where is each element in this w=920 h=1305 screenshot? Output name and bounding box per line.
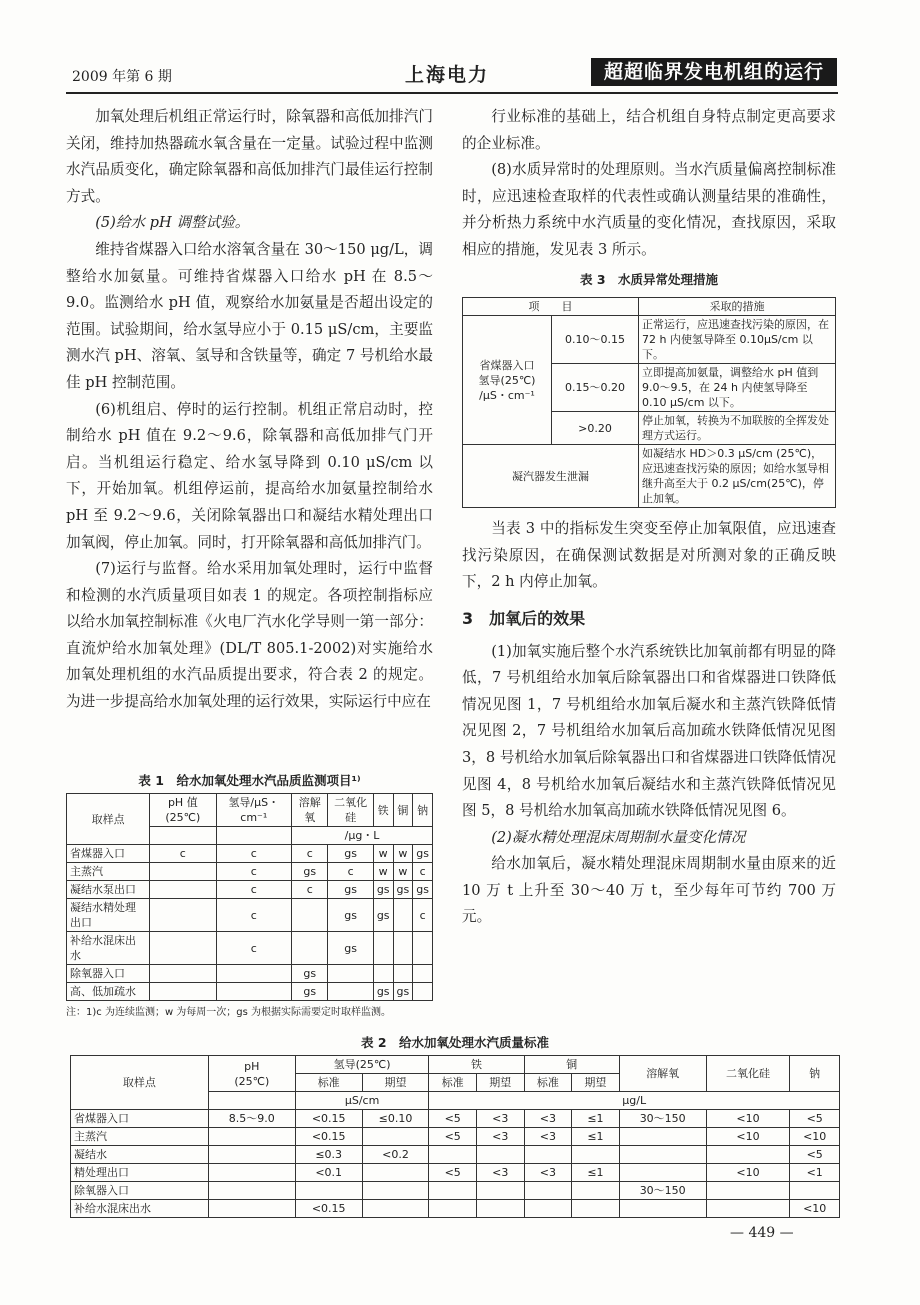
table2-cell <box>706 1200 790 1218</box>
table2-cell: <10 <box>706 1110 790 1128</box>
table2-cell: ≤1 <box>572 1110 620 1128</box>
table1-cell: 凝结水泵出口 <box>67 881 150 899</box>
table1-cell: w <box>393 863 413 881</box>
table1-cell <box>150 863 216 881</box>
table2-cell: 省煤器入口 <box>71 1110 209 1128</box>
table1-cell: c <box>150 845 216 863</box>
table1-row <box>67 983 433 1001</box>
table3-header-row <box>463 298 836 316</box>
table3-group-cell: 省煤器入口 氢导(25℃) /μS・cm⁻¹ <box>463 316 552 445</box>
table2-cell <box>572 1182 620 1200</box>
table1-cell: w <box>373 863 393 881</box>
table3 <box>462 297 836 508</box>
table1-cell: gs <box>328 899 373 932</box>
table1-cell: gs <box>413 881 433 899</box>
table2-unit-cell: μS/cm <box>295 1092 429 1110</box>
table1-cell: 主蒸汽 <box>67 863 150 881</box>
table3-grid <box>462 297 836 508</box>
table2-cell: <5 <box>429 1164 477 1182</box>
table2-cell: <3 <box>524 1110 572 1128</box>
table3-caption: 表 3 水质异常处理措施 <box>579 271 719 287</box>
table2-cell: ≤0.3 <box>295 1146 362 1164</box>
table2-cell <box>208 1164 295 1182</box>
table2-cell: <0.15 <box>295 1128 362 1146</box>
table2-cell <box>429 1200 477 1218</box>
journal-name: 上海电力 <box>405 64 490 86</box>
table2-cell: <1 <box>790 1164 840 1182</box>
table1-row <box>67 932 433 965</box>
left-column <box>66 104 433 716</box>
table1-cell: c <box>328 863 373 881</box>
table1-cell: gs <box>393 881 413 899</box>
table2-cell <box>208 1182 295 1200</box>
table2-cell <box>362 1128 429 1146</box>
table1-header-row <box>67 794 433 827</box>
table2-cell: <10 <box>706 1164 790 1182</box>
table1-cell <box>150 881 216 899</box>
table1-cell: gs <box>373 899 393 932</box>
table2-sub-cell: 期望 <box>572 1074 620 1092</box>
table2-cell <box>619 1146 706 1164</box>
table2-cell <box>208 1092 295 1110</box>
table2-cell <box>362 1182 429 1200</box>
table1-cell <box>393 965 413 983</box>
table2-cell <box>706 1146 790 1164</box>
table2-cell: <5 <box>429 1128 477 1146</box>
table1-cell <box>216 965 292 983</box>
table1-header-cell: pH 值(25℃) <box>150 794 216 827</box>
table2-cell <box>362 1164 429 1182</box>
table2-cell: <5 <box>429 1110 477 1128</box>
table1-header-cell: 取样点 <box>67 794 150 845</box>
table1-cell <box>393 932 413 965</box>
table1-row <box>67 845 433 863</box>
table1-cell: c <box>292 845 328 863</box>
table1-cell: c <box>413 899 433 932</box>
right-paragraph: 给水加氧后，凝水精处理混床周期制水量由原来的近 10 万 t 上升至 30～40 万 t，至少每年可节约 700 万元。 <box>462 855 836 926</box>
right-paragraphs-3 <box>462 639 836 932</box>
table1-header-cell: 氢导/μS・cm⁻¹ <box>216 794 292 827</box>
table3-item-cell: 凝汽器发生泄漏 <box>463 445 639 508</box>
table1-header-cell: 铜 <box>393 794 413 827</box>
table2-cell <box>476 1200 524 1218</box>
table1-cell: gs <box>328 932 373 965</box>
table2-cell <box>790 1182 840 1200</box>
table2-cell: ≤1 <box>572 1128 620 1146</box>
table1-cell: 凝结水精处理出口 <box>67 899 150 932</box>
table3-header-cell: 采取的措施 <box>639 298 836 316</box>
table1-cell <box>216 827 292 845</box>
table2-row <box>71 1164 840 1182</box>
table2-cell <box>572 1200 620 1218</box>
table2-cell <box>476 1146 524 1164</box>
table2-cell: <10 <box>790 1200 840 1218</box>
table2-cell <box>208 1128 295 1146</box>
table1-cell <box>150 983 216 1001</box>
table1-cell <box>413 965 433 983</box>
table2-header-cell: 钠 <box>790 1056 840 1092</box>
table2-cell: 8.5～9.0 <box>208 1110 295 1128</box>
table2-unit-cell: μg/L <box>429 1092 840 1110</box>
table1-cell <box>150 932 216 965</box>
table1-cell <box>292 899 328 932</box>
table1-header-cell: 二氧化硅 <box>328 794 373 827</box>
table2-cell: 30～150 <box>619 1182 706 1200</box>
table1-cell: gs <box>413 845 433 863</box>
table2-block <box>70 1030 840 1218</box>
table1-cell <box>150 965 216 983</box>
left-paragraph: (6)机组启、停时的运行控制。机组正常启动时，控制给水 pH 值在 9.2～9.6，除氧器和高低加排气门开启。当机组运行稳定、给水氢导降到 0.10 μS/cm 以下，开始加氧。机组停运前，提高给水加氨量控制给水 pH 至 9.2～9.6，关闭除氧器出口和凝结水精处理出口加氧阀，停止加氧。同时，打开除氧器和高低加排汽门。 <box>66 400 433 551</box>
table1-cell: w <box>373 845 393 863</box>
table1-caption: 表 1 给水加氧处理水汽品质监测项目¹⁾ <box>138 773 361 788</box>
table1-cell <box>413 983 433 1001</box>
table2-cell <box>619 1200 706 1218</box>
table2-cell <box>208 1146 295 1164</box>
table1-cell <box>328 965 373 983</box>
table3-measure-cell: 如凝结水 HD＞0.3 μS/cm (25℃)，应迅速查找污染的原因；如给水氢导相继升高至大于 0.2 μS/cm(25℃)，停止加氧。 <box>639 445 836 508</box>
table1-grid <box>66 793 433 1001</box>
section-banner: 超超临界发电机组的运行 <box>591 58 837 86</box>
table2-cell: 补给水混床出水 <box>71 1200 209 1218</box>
table2-cell: ≤0.10 <box>362 1110 429 1128</box>
right-column <box>462 104 836 931</box>
table2-sub-cell: 期望 <box>362 1074 429 1092</box>
table3-measure-cell: 停止加氧，转换为不加联胺的全挥发处理方式运行。 <box>639 412 836 445</box>
table2 <box>70 1055 840 1218</box>
table2-cell <box>619 1128 706 1146</box>
table2-cell: ≤1 <box>572 1164 620 1182</box>
right-paragraph: 当表 3 中的指标发生突变至停止加氧限值，应迅速查找污染原因，在确保测试数据是对所测对象的正确反映下，2 h 内停止加氧。 <box>462 520 836 591</box>
table2-cell: <0.15 <box>295 1110 362 1128</box>
section3-heading: 3 加氧后的效果 <box>462 608 586 628</box>
table2-cell: <3 <box>476 1128 524 1146</box>
table2-header-cell: 溶解氧 <box>619 1056 706 1092</box>
table2-row <box>71 1110 840 1128</box>
right-paragraphs-1 <box>462 104 836 264</box>
table1-cell <box>292 932 328 965</box>
table2-header-cell: 二氧化硅 <box>706 1056 790 1092</box>
table2-cell: <3 <box>524 1128 572 1146</box>
right-paragraph: 行业标准的基础上，结合机组自身特点制定更高要求的企业标准。 <box>462 108 836 152</box>
table1-cell: gs <box>292 983 328 1001</box>
table1-row <box>67 863 433 881</box>
table2-sub-cell: 标准 <box>524 1074 572 1092</box>
table1-note: 注：1)c 为连续监测；w 为每周一次；gs 为根据实际需要定时取样监测。 <box>66 1007 392 1018</box>
table1-unit-cell: /μg・L <box>292 827 433 845</box>
left-paragraph: 加氧处理后机组正常运行时，除氧器和高低加排汽门关闭，维持加热器疏水氧含量在一定量。试验过程中监测水汽品质变化，确定除氧器和高低加排汽门最佳运行控制方式。 <box>66 108 433 205</box>
table2-cell: <10 <box>706 1128 790 1146</box>
table2-cell: 精处理出口 <box>71 1164 209 1182</box>
table2-header-cell: pH (25℃) <box>208 1056 295 1092</box>
table1-header-cell: 铁 <box>373 794 393 827</box>
table1 <box>66 793 433 1001</box>
header-rule <box>66 92 838 94</box>
right-paragraphs-2 <box>462 516 836 596</box>
left-paragraph: (5)给水 pH 调整试验。 <box>95 214 250 232</box>
right-paragraph: (8)水质异常时的处理原则。当水汽质量偏离控制标准时，应迅速检查取样的代表性或确认测量结果的准确性，并分析热力系统中水汽质量的变化情况，查找原因，采取相应的措施，发见表 3 所示。 <box>462 161 836 258</box>
table2-cell <box>524 1182 572 1200</box>
table1-header-cell: 溶解氧 <box>292 794 328 827</box>
table2-row <box>71 1128 840 1146</box>
table1-cell: 省煤器入口 <box>67 845 150 863</box>
table2-header-cell: 铜 <box>524 1056 619 1074</box>
table1-cell: c <box>216 932 292 965</box>
right-paragraph: (2)凝水精处理混床周期制水量变化情况 <box>491 828 746 846</box>
table2-cell: 除氧器入口 <box>71 1182 209 1200</box>
table2-sub-cell: 标准 <box>295 1074 362 1092</box>
table2-cell: 主蒸汽 <box>71 1128 209 1146</box>
table3-range-cell: 0.10～0.15 <box>552 316 639 364</box>
table1-row <box>67 899 433 932</box>
page-header <box>0 0 920 100</box>
table2-header-cell: 氢导(25℃) <box>295 1056 429 1074</box>
table1-cell: 补给水混床出水 <box>67 932 150 965</box>
table2-cell: <0.1 <box>295 1164 362 1182</box>
table3-measure-cell: 立即提高加氨量，调整给水 pH 值到 9.0～9.5，在 24 h 内使氢导降至 0.10 μS/cm 以下。 <box>639 364 836 412</box>
table1-cell <box>373 932 393 965</box>
table2-caption: 表 2 给水加氧处理水汽质量标准 <box>360 1035 550 1050</box>
table1-row <box>67 965 433 983</box>
table1-cell: c <box>216 863 292 881</box>
left-paragraph: 维持省煤器入口给水溶氧含量在 30～150 μg/L，调整给水加氨量。可维持省煤器入口给水 pH 在 8.5～9.0。监测给水 pH 值，观察给水加氨量是否超出设定的范围。试验期间，给水氢导应小于 0.15 μS/cm，主要监测水汽 pH、溶氧、氢导和含铁量等，确定 7 号机给水最佳 pH 控制范围。 <box>66 240 433 391</box>
table2-cell: 30～150 <box>619 1110 706 1128</box>
table1-cell <box>150 827 216 845</box>
table2-cell: <5 <box>790 1146 840 1164</box>
issue-label: 2009 年第 6 期 <box>72 69 172 85</box>
table2-header-cell: 铁 <box>429 1056 524 1074</box>
table3-header-cell: 项 目 <box>463 298 639 316</box>
table1-cell: gs <box>373 881 393 899</box>
table1-cell: gs <box>373 983 393 1001</box>
table1-cell <box>216 983 292 1001</box>
table1-header-cell: 钠 <box>413 794 433 827</box>
table2-cell <box>429 1146 477 1164</box>
table1-cell <box>393 899 413 932</box>
table2-cell: <0.15 <box>295 1200 362 1218</box>
table2-cell <box>524 1146 572 1164</box>
table2-cell: <5 <box>790 1110 840 1128</box>
table1-cell: gs <box>328 845 373 863</box>
table1-cell: 除氧器入口 <box>67 965 150 983</box>
table2-row <box>71 1200 840 1218</box>
table1-cell: c <box>292 881 328 899</box>
table1-cell: c <box>216 899 292 932</box>
table1-cell <box>150 899 216 932</box>
page-number: — 449 — <box>730 1225 794 1241</box>
left-paragraph: (7)运行与监督。给水采用加氧处理时，运行中监督和检测的水汽质量项目如表 1 的规定。各项控制指标应以给水加氧控制标准《火电厂汽水化学导则一第一部分：直流炉给水加氧处理》(DL/T 805.1-2002)对实施给水加氧处理机组的水汽品质提出要求，符合表 2 的规定。为进一步提高给水加氧处理的运行效果，实际运行中应在 <box>66 560 433 711</box>
table2-cell <box>706 1182 790 1200</box>
table2-cell: <3 <box>476 1164 524 1182</box>
table2-cell <box>476 1182 524 1200</box>
table3-measure-cell: 正常运行，应迅速查找污染的原因，在 72 h 内使氢导降至 0.10μS/cm 以下。 <box>639 316 836 364</box>
table3-range-cell: >0.20 <box>552 412 639 445</box>
right-paragraph: (1)加氧实施后整个水汽系统铁比加氧前都有明显的降低，7 号机组给水加氧后除氧器出口和省煤器进口铁降低情况见图 1，7 号机组给水加氧后凝水和主蒸汽铁降低情况见图 2，7 号机组给水加氧后高加疏水铁降低情况见图 3，8 号机给水加氧后除氧器出口和省煤器进口铁降低情况见图 4，8 号机给水加氧后凝结水和主蒸汽铁降低情况见图 5，8 号机给水加氧高加疏水铁降低情况见图 6。 <box>462 642 836 820</box>
table2-row <box>71 1146 840 1164</box>
table1-cell: 高、低加疏水 <box>67 983 150 1001</box>
table2-cell <box>429 1182 477 1200</box>
table3-row <box>463 316 836 364</box>
table1-cell: c <box>216 881 292 899</box>
table2-cell: <0.2 <box>362 1146 429 1164</box>
table2-header-cell: 取样点 <box>71 1056 209 1110</box>
table2-sub-cell: 标准 <box>429 1074 477 1092</box>
table2-cell <box>295 1182 362 1200</box>
table1-cell <box>413 932 433 965</box>
table2-header-row <box>71 1056 840 1074</box>
table1-cell: gs <box>393 983 413 1001</box>
table2-sub-cell: 期望 <box>476 1074 524 1092</box>
table1-cell <box>328 983 373 1001</box>
table2-cell <box>524 1200 572 1218</box>
table2-grid <box>70 1055 840 1218</box>
table1-cell: gs <box>292 965 328 983</box>
table2-row <box>71 1182 840 1200</box>
table2-cell: <3 <box>476 1110 524 1128</box>
table2-cell <box>362 1200 429 1218</box>
table1-cell: gs <box>328 881 373 899</box>
table3-range-cell: 0.15～0.20 <box>552 364 639 412</box>
table2-cell: <10 <box>790 1128 840 1146</box>
table1-cell: c <box>413 863 433 881</box>
table2-cell <box>572 1146 620 1164</box>
table3-row <box>463 445 836 508</box>
table1-row <box>67 881 433 899</box>
table1-cell: gs <box>292 863 328 881</box>
table2-cell <box>208 1200 295 1218</box>
table1-cell: w <box>393 845 413 863</box>
table2-cell <box>619 1164 706 1182</box>
table2-cell: 凝结水 <box>71 1146 209 1164</box>
table1-cell: c <box>216 845 292 863</box>
table1-block <box>66 768 433 1020</box>
table2-cell: <3 <box>524 1164 572 1182</box>
table1-cell <box>373 965 393 983</box>
